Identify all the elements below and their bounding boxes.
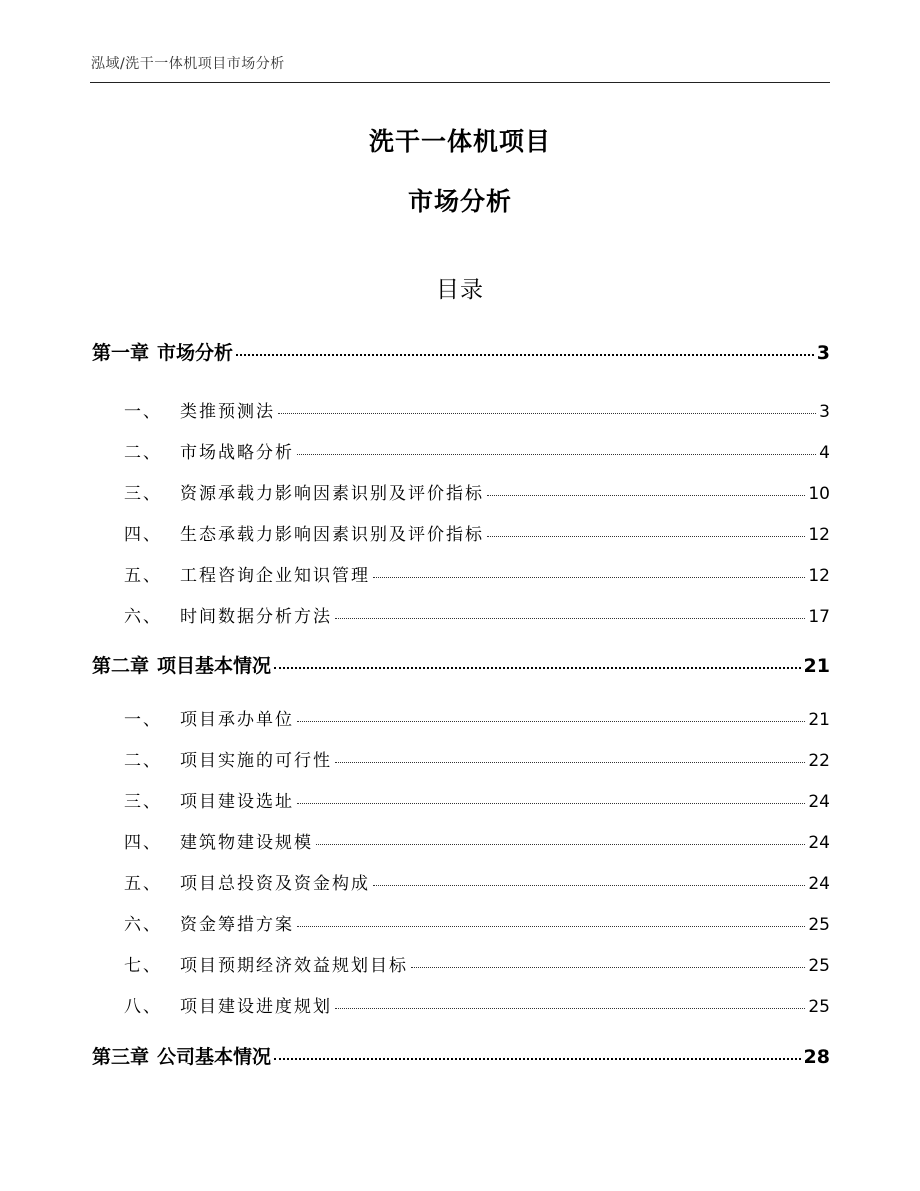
toc-chapter-entry[interactable]	[92, 1042, 830, 1069]
toc-dot-leader	[373, 885, 805, 886]
toc-section-entry[interactable]	[92, 992, 830, 1017]
toc-entry-label: 工程咨询企业知识管理	[180, 566, 370, 586]
toc-dot-leader	[335, 762, 805, 763]
toc-page-number: 3	[816, 342, 830, 364]
toc-dot-leader	[297, 454, 816, 455]
toc-entry-number: 五、	[124, 874, 162, 894]
toc-page-number: 12	[808, 566, 830, 586]
toc-page-number: 25	[808, 956, 830, 976]
toc-entry-number: 五、	[124, 566, 162, 586]
toc-heading: 目录	[436, 277, 484, 303]
toc-page-number: 24	[808, 792, 830, 812]
toc-entry-number: 三、	[124, 792, 162, 812]
toc-section-entry[interactable]	[92, 438, 830, 463]
toc-page-number: 17	[808, 607, 830, 627]
toc-dot-leader	[316, 844, 805, 845]
toc-dot-leader	[335, 618, 805, 619]
toc-page-number: 10	[808, 484, 830, 504]
toc-entry-label: 建筑物建设规模	[180, 833, 313, 853]
toc-entry-label: 市场战略分析	[180, 443, 294, 463]
toc-section-entry[interactable]	[92, 602, 830, 627]
toc-entry-label: 项目基本情况	[157, 655, 272, 677]
toc-dot-leader	[297, 721, 805, 722]
toc-section-entry[interactable]	[92, 787, 830, 812]
toc-entry-number: 六、	[124, 915, 162, 935]
toc-page-number: 3	[819, 402, 830, 422]
toc-entry-number: 第二章	[92, 655, 150, 677]
toc-dot-leader	[411, 967, 805, 968]
document-subtitle: 市场分析	[407, 187, 512, 216]
toc-section-entry[interactable]	[92, 520, 830, 545]
toc-page-number: 4	[819, 443, 830, 463]
toc-page-number: 25	[808, 997, 830, 1017]
toc-entry-label: 时间数据分析方法	[180, 607, 332, 627]
toc-dot-leader	[487, 495, 805, 496]
toc-dot-leader	[373, 577, 805, 578]
toc-entry-label: 生态承载力影响因素识别及评价指标	[180, 525, 484, 545]
toc-section-entry[interactable]	[92, 705, 830, 730]
toc-entry-label: 项目实施的可行性	[180, 751, 332, 771]
toc-entry-number: 三、	[124, 484, 162, 504]
toc-entry-number: 第三章	[92, 1046, 150, 1068]
toc-page-number: 21	[803, 655, 830, 677]
toc-entry-number: 六、	[124, 607, 162, 627]
toc-entry-number: 八、	[124, 997, 162, 1017]
toc-section-entry[interactable]	[92, 869, 830, 894]
toc-entry-label: 项目总投资及资金构成	[180, 874, 370, 894]
toc-entry-number: 二、	[124, 751, 162, 771]
toc-entry-number: 一、	[124, 402, 162, 422]
toc-page-number: 12	[808, 525, 830, 545]
toc-entry-label: 类推预测法	[180, 402, 275, 422]
document-title: 洗干一体机项目	[368, 127, 551, 156]
toc-section-entry[interactable]	[92, 910, 830, 935]
toc-dot-leader	[297, 926, 805, 927]
toc-section-entry[interactable]	[92, 479, 830, 504]
toc-entry-label: 资金筹措方案	[180, 915, 294, 935]
toc-entry-label: 项目建设选址	[180, 792, 294, 812]
toc-entry-label: 市场分析	[157, 342, 234, 364]
toc-page-number: 25	[808, 915, 830, 935]
toc-dot-leader	[236, 354, 814, 356]
toc-page-number: 24	[808, 874, 830, 894]
toc-entry-number: 四、	[124, 525, 162, 545]
toc-chapter-entry[interactable]	[92, 338, 830, 365]
toc-section-entry[interactable]	[92, 561, 830, 586]
toc-entry-number: 第一章	[92, 342, 150, 364]
table-of-contents	[92, 0, 830, 1191]
toc-entry-label: 项目建设进度规划	[180, 997, 332, 1017]
toc-section-entry[interactable]	[92, 397, 830, 422]
toc-dot-leader	[278, 413, 816, 414]
toc-page-number: 28	[803, 1046, 830, 1068]
toc-entry-label: 资源承载力影响因素识别及评价指标	[180, 484, 484, 504]
toc-entry-label: 项目预期经济效益规划目标	[180, 956, 408, 976]
toc-dot-leader	[335, 1008, 805, 1009]
toc-dot-leader	[274, 667, 801, 669]
toc-section-entry[interactable]	[92, 828, 830, 853]
toc-entry-number: 一、	[124, 710, 162, 730]
toc-page-number: 21	[808, 710, 830, 730]
toc-entry-number: 七、	[124, 956, 162, 976]
toc-section-entry[interactable]	[92, 951, 830, 976]
toc-page-number: 24	[808, 833, 830, 853]
toc-entry-label: 项目承办单位	[180, 710, 294, 730]
running-header: 泓域/洗干一体机项目市场分析	[91, 56, 285, 72]
toc-dot-leader	[274, 1058, 801, 1060]
toc-dot-leader	[487, 536, 805, 537]
toc-entry-number: 二、	[124, 443, 162, 463]
toc-section-entry[interactable]	[92, 746, 830, 771]
toc-dot-leader	[297, 803, 805, 804]
toc-chapter-entry[interactable]	[92, 651, 830, 678]
toc-entry-number: 四、	[124, 833, 162, 853]
toc-page-number: 22	[808, 751, 830, 771]
toc-entry-label: 公司基本情况	[157, 1046, 272, 1068]
